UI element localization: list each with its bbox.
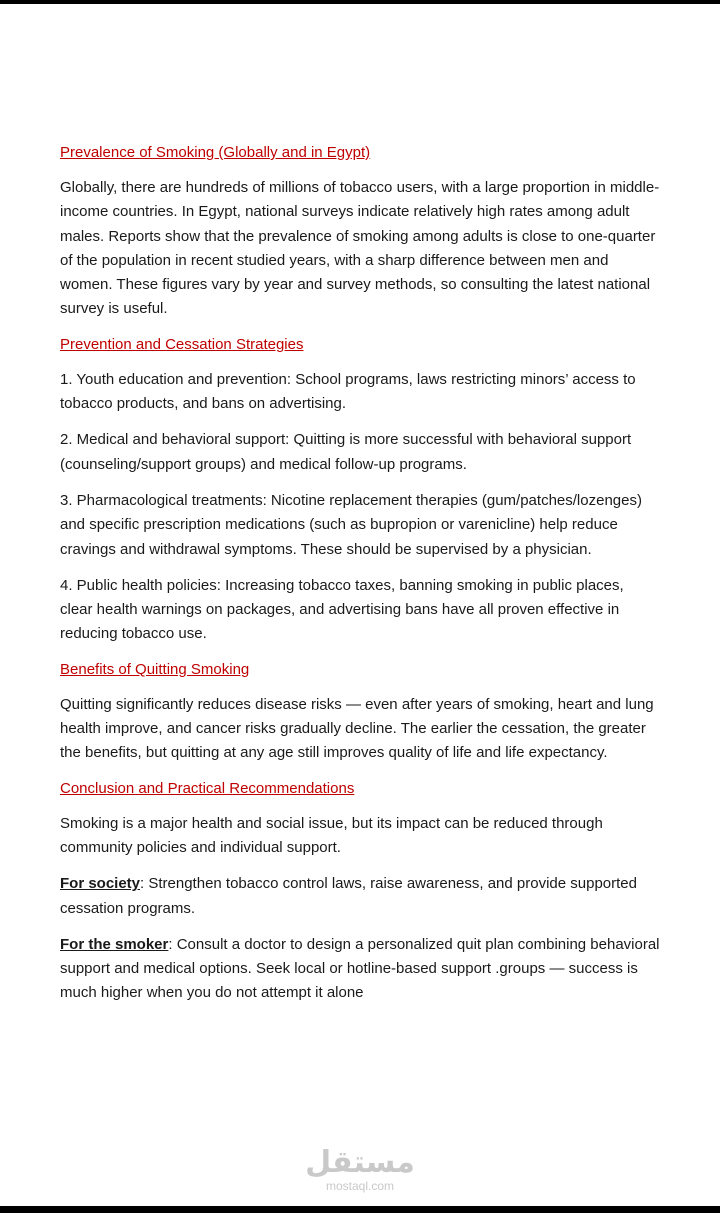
list-item-medical-support: 2. Medical and behavioral support: Quitting is more successful with behavioral support (counseling/support groups) and medical follow-up programs. [60, 431, 632, 473]
list-item-public-policies: 4. Public health policies: Increasing tobacco taxes, banning smoking in public places, clear health warnings on packages, and advertising bans have all proven effective in reducing tobacco use. [60, 576, 624, 643]
list-item-pharmacological: 3. Pharmacological treatments: Nicotine replacement therapies (gum/patches/lozenges) and specific prescription medications (such as bupropion or varenicline) help reduce cravings and withdrawal symptoms. These should be supervised by a physician. [60, 491, 642, 558]
paragraph-prevalence: Globally, there are hundreds of millions of tobacco users, with a large proportion in middle-income countries. In Egypt, national surveys indicate relatively high rates among adult males. Reports show that the prevalence of smoking among adults is close to one-quarter of the population in recent studied years, with a sharp difference between men and women. These figures vary by year and survey methods, so consulting the latest national survey is useful. [60, 179, 660, 318]
recommendation-smoker [60, 933, 660, 1006]
top-border [0, 0, 720, 4]
recommendation-society [60, 872, 660, 921]
watermark-site: mostaql.com [325, 1179, 395, 1193]
document-body [60, 142, 660, 1018]
paragraph-conclusion: Smoking is a major health and social issue, but its impact can be reduced through community policies and individual support. [60, 814, 603, 856]
watermark-logo: مستقل [305, 1145, 415, 1180]
society-label: For society [60, 875, 141, 893]
heading-benefits: Benefits of Quitting Smoking [60, 660, 250, 678]
list-item-youth-education: 1. Youth education and prevention: School programs, laws restricting minors’ access to tobacco products, and bans on advertising. [60, 370, 636, 413]
smoker-text: : Consult a doctor to design a personalized quit plan combining behavioral support and medical options. Seek local or hotline-based support .groups — success is much higher when you do not attempt it alone [60, 935, 660, 1002]
heading-conclusion: Conclusion and Practical Recommendations [60, 779, 355, 797]
smoker-label: For the smoker [60, 935, 169, 953]
society-text: : Strengthen tobacco control laws, raise awareness, and provide supported cessation programs. [60, 875, 637, 917]
watermark [0, 1146, 720, 1192]
heading-prevalence: Prevalence of Smoking (Globally and in Egypt) [60, 144, 371, 161]
bottom-border [0, 1206, 720, 1213]
heading-prevention: Prevention and Cessation Strategies [60, 335, 304, 353]
paragraph-benefits: Quitting significantly reduces disease risks — even after years of smoking, heart and lung health improve, and cancer risks gradually decline. The earlier the cessation, the greater the benefits, but quitting at any age still improves quality of life and life expectancy. [60, 695, 654, 762]
